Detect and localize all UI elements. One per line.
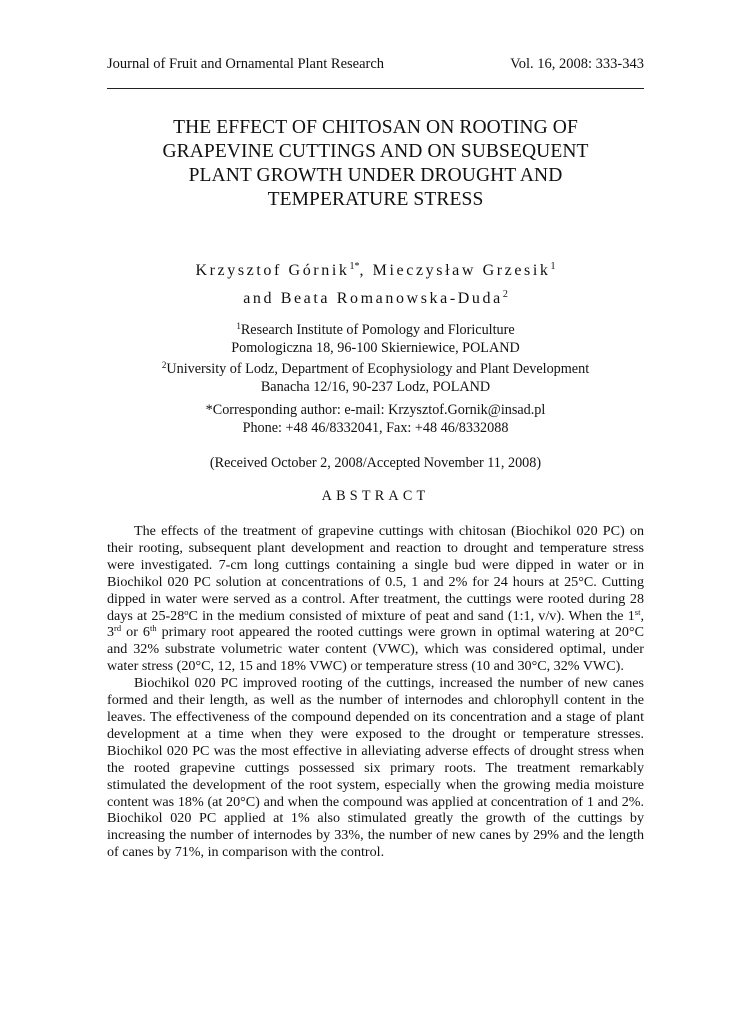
affiliation-line — [107, 357, 644, 379]
affiliation-line: Pomologiczna 18, 96-100 Skierniewice, POLAND — [231, 339, 520, 356]
affiliation-text: Research Institute of Pomology and Floriculture — [240, 322, 515, 338]
affiliation-marker: 2 — [502, 289, 508, 300]
affiliation-marker: 1 — [236, 321, 241, 331]
header-divider — [107, 88, 644, 89]
author-separator: , — [359, 262, 373, 279]
abstract-body — [107, 523, 644, 861]
affiliation-line: Banacha 12/16, 90-237 Lodz, POLAND — [260, 378, 491, 395]
author-name: Beata Romanowska-Duda — [280, 290, 503, 307]
abstract-text: , 3 — [107, 607, 644, 641]
journal-name: Journal of Fruit and Ornamental Plant Research — [107, 56, 385, 72]
received-dates: (Received October 2, 2008/Accepted November 11, 2008) — [209, 455, 542, 471]
abstract-text: primary root appeared the rooted cuttings were grown in optimal watering at 20°C and 32% substrate volumetric water content (VWC), which was considered optimal, under water stress (20°C, 12, 15 and 18% VWC) or temperature stress (10 and 30°C, 32% VWC). — [107, 624, 644, 675]
volume-info: Vol. 16, 2008: 333-343 — [510, 56, 644, 72]
abstract-heading: ABSTRACT — [321, 488, 430, 504]
author-name: Mieczysław Grzesik — [372, 262, 551, 279]
title-line: GRAPEVINE CUTTINGS AND ON SUBSEQUENT — [162, 141, 589, 162]
author-line — [107, 283, 644, 311]
degree-superscript: o — [184, 606, 189, 617]
corresponding-email: *Corresponding author: e-mail: Krzysztof.Gornik@insad.pl — [205, 402, 546, 418]
title-line: PLANT GROWTH UNDER DROUGHT AND — [188, 165, 563, 186]
abstract-paragraph: Biochikol 020 PC improved rooting of the cuttings, increased the number of new canes formed and their length, as well as the number of internodes and chlorophyll content in the leaves. The effectiveness of the compound depended on its concentration and a stage of plant development at a time when they were exposed to the drought or temperature stresses. Biochikol 020 PC was the most effective in alleviating adverse effects of drought stress when the rooted grapevine cuttings possessed six primary roots. The treatment remarkably stimulated the development of the root system, especially when the growing media moisture content was 18% (at 20°C) and when the compound was applied at concentration of 1 and 2%. Biochikol 020 PC applied at 1% also stimulated greatly the growth of the cuttings by increasing the number of internodes by 33%, the number of new canes by 29% and the length of canes by 71%, in comparison with the control. — [107, 675, 644, 861]
author-name: Krzysztof Górnik — [195, 262, 350, 279]
author-list — [107, 255, 644, 311]
running-header — [107, 56, 644, 73]
author-conjunction: and — [243, 290, 281, 307]
abstract-text: The effects of the treatment of grapevine cuttings with chitosan (Biochikol 020 PC) on their rooting, subsequent plant development and reaction to drought and temperature stress were investigated. 7-cm long cuttings containing a single bud were dipped in water or in Biochikol 020 PC solution at concentrations of 0.5, 1 and 2% for 24 hours at 25°C. Cutting dipped in water were served as a control. After treatment, the cuttings were rooted during 28 days at 25-28 — [107, 523, 644, 624]
affiliation-text: University of Lodz, Department of Ecophysiology and Plant Development — [166, 361, 590, 377]
ordinal-superscript: th — [149, 623, 157, 634]
ordinal-superscript: rd — [114, 623, 122, 634]
corresponding-author — [107, 402, 644, 437]
abstract-text: C in the medium consisted of mixture of peat and sand (1:1, v/v). When the 1 — [188, 607, 635, 624]
affiliation-marker: 1* — [349, 261, 360, 272]
author-line — [107, 255, 644, 283]
title-line: THE EFFECT OF CHITOSAN ON ROOTING OF — [173, 117, 578, 138]
affiliation-line — [107, 318, 644, 340]
ordinal-superscript: st — [634, 606, 641, 617]
affiliation-marker: 1 — [550, 261, 556, 272]
affiliations — [107, 318, 644, 396]
corresponding-phone: Phone: +48 46/8332041, Fax: +48 46/8332088 — [242, 419, 509, 436]
abstract-paragraph — [107, 523, 644, 675]
title-line: TEMPERATURE STRESS — [267, 189, 484, 210]
abstract-text: or 6 — [121, 624, 150, 641]
affiliation-marker: 2 — [161, 360, 167, 370]
paper-title — [107, 116, 644, 212]
